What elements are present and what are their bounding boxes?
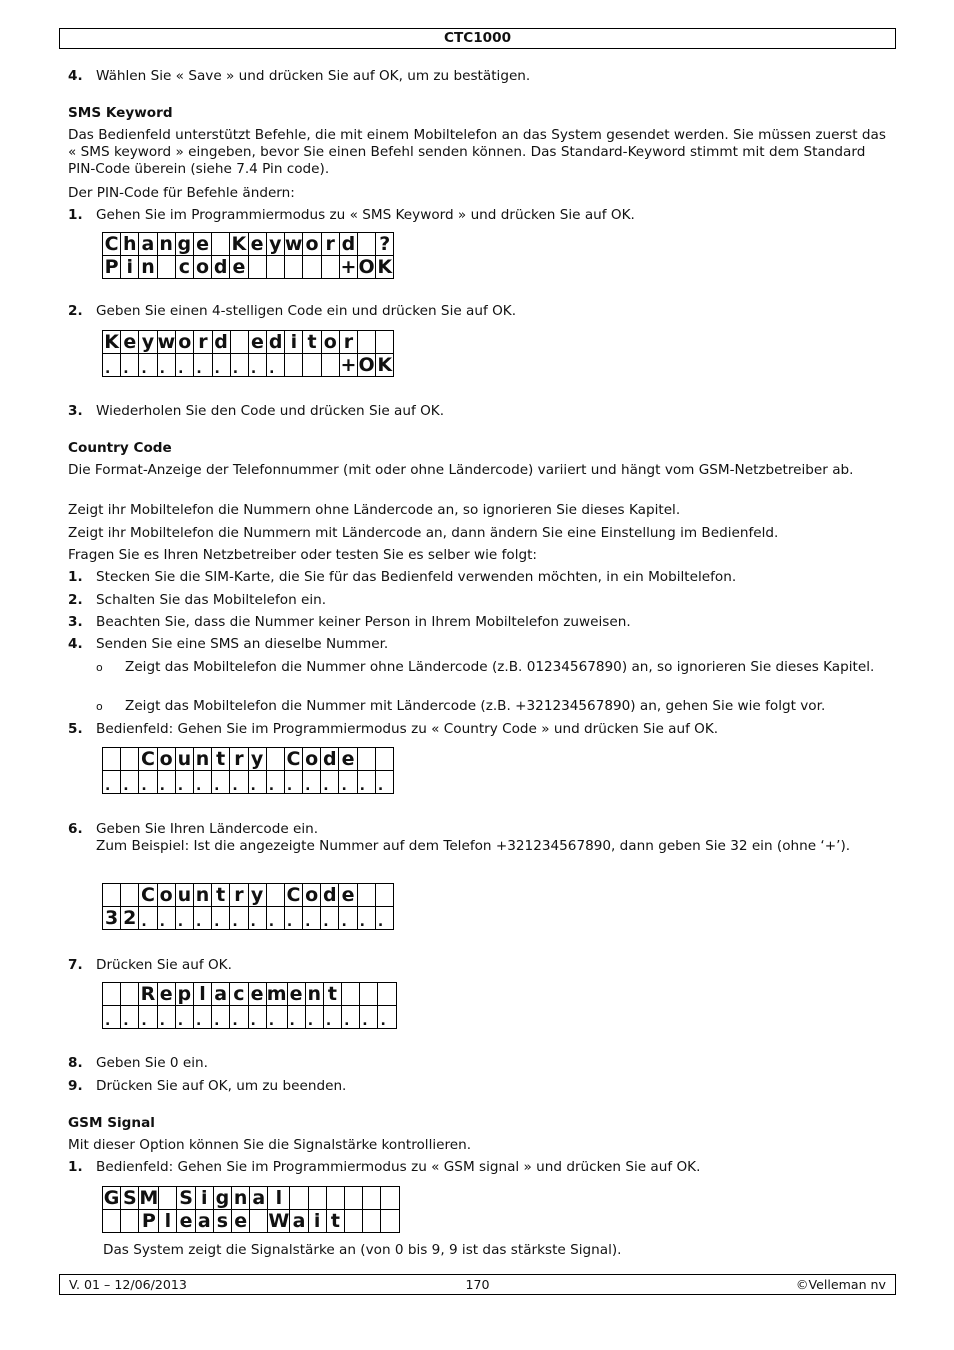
lcd-cell: y: [266, 233, 284, 256]
lcd-cell: .: [212, 907, 230, 930]
lcd-cell: .: [266, 907, 284, 930]
lcd-cell: o: [303, 233, 321, 256]
paragraph: Die Format-Anzeige der Telefonnummer (mit oder ohne Ländercode) variiert und hängt vom GSM-Netzbetreiber ab.: [68, 462, 854, 478]
lcd-cell: .: [157, 907, 175, 930]
lcd-cell: [375, 884, 393, 907]
lcd-cell: l: [193, 983, 211, 1006]
lcd-cell: [358, 331, 376, 354]
lcd-cell: [303, 256, 321, 279]
lcd-cell: .: [375, 907, 393, 930]
lcd-cell: n: [139, 256, 157, 279]
lcd-cell: C: [103, 233, 121, 256]
lcd-cell: [378, 983, 396, 1006]
lcd-cell: O: [358, 255, 375, 278]
lcd-cell: [360, 983, 378, 1006]
lcd-cell: [103, 1210, 121, 1233]
lcd-cell: [159, 1187, 177, 1210]
lcd-cell: r: [230, 748, 248, 771]
lcd-cell: [103, 983, 121, 1006]
lcd-cell: [381, 1187, 399, 1210]
lcd-row: [103, 1210, 400, 1233]
lcd-cell: i: [121, 256, 139, 279]
lcd-cell: [121, 1210, 139, 1233]
lcd-cell: [376, 331, 394, 354]
lcd-cell: d: [321, 884, 339, 907]
lcd-cell: r: [339, 331, 357, 354]
footer-version: V. 01 – 12/06/2013: [69, 1277, 187, 1292]
lcd-cell: i: [285, 331, 303, 354]
lcd-cell: .: [360, 1006, 378, 1029]
step-number: 3.: [68, 614, 83, 630]
lcd-cell: [248, 256, 266, 279]
lcd-cell: P: [139, 1210, 159, 1233]
lcd-cell: e: [248, 331, 266, 354]
lcd-cell: l: [268, 1187, 290, 1210]
lcd-cell: c: [230, 983, 248, 1006]
lcd-cell: [303, 354, 321, 377]
lcd-cell: .: [284, 907, 302, 930]
step-number: 4.: [68, 68, 83, 84]
lcd-cell: [103, 748, 121, 771]
lcd-cell: [357, 884, 375, 907]
paragraph: Fragen Sie es Ihren Netzbetreiber oder testen Sie es selber wie folgt:: [68, 547, 538, 563]
lcd-cell: C: [139, 748, 157, 771]
bullet-icon: o: [96, 661, 103, 674]
lcd-cell: [212, 233, 230, 256]
step-text: Senden Sie eine SMS an dieselbe Nummer.: [96, 636, 389, 652]
lcd-cell: e: [339, 884, 357, 907]
lcd-cell: .: [175, 771, 193, 794]
lcd-cell: K: [377, 353, 393, 376]
step-text: Geben Sie einen 4-stelligen Code ein und drücken Sie auf OK.: [96, 303, 517, 319]
lcd-cell: e: [287, 983, 305, 1006]
lcd-cell: .: [266, 1006, 287, 1029]
lcd-cell: .: [194, 354, 212, 377]
lcd-cell: K: [377, 255, 393, 278]
lcd-cell: e: [339, 748, 357, 771]
lcd-cell: .: [139, 354, 157, 377]
lcd-row: [103, 354, 394, 377]
step-text: Wiederholen Sie den Code und drücken Sie auf OK.: [96, 403, 445, 419]
lcd-cell: u: [175, 748, 193, 771]
lcd-cell: t: [212, 748, 230, 771]
lcd-cell: .: [248, 771, 266, 794]
lcd-cell: .: [303, 907, 321, 930]
lcd-cell: y: [248, 748, 266, 771]
lcd-cell: y: [248, 884, 266, 907]
lcd-cell: .: [139, 907, 157, 930]
lcd-cell: e: [177, 1210, 195, 1233]
lcd-cell: .: [266, 771, 284, 794]
lcd-cell: n: [157, 233, 175, 256]
lcd-cell: c: [175, 256, 193, 279]
lcd-cell: .: [176, 354, 194, 377]
lcd-cell: d: [212, 331, 230, 354]
lcd-cell: .: [121, 1006, 139, 1029]
lcd-cell: S: [121, 1187, 139, 1210]
sub-item-text: Zeigt das Mobiltelefon die Nummer mit Ländercode (z.B. +321234567890) an, gehen Sie wie folgt vor.: [125, 698, 826, 714]
lcd-cell: .: [212, 1006, 230, 1029]
section-heading-gsm-signal: GSM Signal: [68, 1115, 155, 1131]
lcd-row: [103, 907, 394, 930]
lcd-cell: i: [195, 1187, 213, 1210]
lcd-cell: .: [193, 771, 211, 794]
lcd-cell: .: [230, 771, 248, 794]
step-number: 2.: [68, 592, 83, 608]
lcd-cell: [342, 983, 360, 1006]
lcd-cell: o: [176, 331, 194, 354]
lcd-cell: n: [193, 884, 211, 907]
lcd-cell: e: [193, 233, 211, 256]
lcd-cell: .: [157, 354, 176, 377]
lcd-display-change-keyword: [102, 232, 394, 279]
lcd-cell: a: [250, 1187, 268, 1210]
lcd-cell: .: [248, 354, 266, 377]
lcd-cell: .: [139, 771, 157, 794]
step-text: Bedienfeld: Gehen Sie im Programmiermodus zu « GSM signal » und drücken Sie auf OK.: [96, 1159, 701, 1175]
lcd-cell: .: [305, 1006, 323, 1029]
lcd-cell: .: [357, 771, 375, 794]
lcd-display-country-code-32: [102, 883, 394, 930]
page-number: 170: [465, 1277, 490, 1292]
lcd-cell: .: [303, 771, 321, 794]
lcd-cell: r: [194, 331, 212, 354]
lcd-cell: .: [323, 1006, 341, 1029]
step-number: 1.: [68, 1159, 83, 1175]
lcd-cell: o: [321, 331, 339, 354]
lcd-cell: .: [193, 907, 211, 930]
lcd-cell: e: [248, 983, 266, 1006]
lcd-cell: [285, 354, 303, 377]
lcd-cell: .: [175, 907, 193, 930]
lcd-cell: e: [157, 983, 175, 1006]
paragraph: Mit dieser Option können Sie die Signalstärke kontrollieren.: [68, 1137, 472, 1153]
page-footer: [59, 1274, 896, 1295]
lcd-cell: G: [103, 1186, 120, 1209]
page-header: [59, 28, 896, 49]
lcd-cell: ?: [376, 233, 394, 256]
lcd-cell: [363, 1187, 381, 1210]
lcd-cell: [344, 1187, 362, 1210]
lcd-cell: [157, 256, 175, 279]
lcd-cell: [357, 748, 375, 771]
lcd-cell: C: [284, 884, 302, 907]
lcd-cell: [381, 1210, 399, 1233]
lcd-row: [103, 331, 394, 354]
lcd-row: [103, 748, 394, 771]
lcd-cell: C: [139, 884, 157, 907]
lcd-cell: [103, 884, 121, 907]
step-text: Schalten Sie das Mobiltelefon ein.: [96, 592, 327, 608]
lcd-cell: [290, 1187, 308, 1210]
lcd-row: [103, 771, 394, 794]
lcd-cell: W: [268, 1209, 290, 1232]
lcd-display-replacement: [102, 982, 397, 1029]
lcd-cell: n: [305, 983, 323, 1006]
lcd-cell: .: [230, 907, 248, 930]
lcd-cell: [250, 1210, 268, 1233]
lcd-display-country-code: [102, 747, 394, 794]
lcd-cell: .: [157, 771, 175, 794]
lcd-row: [103, 1187, 400, 1210]
lcd-cell: u: [175, 884, 193, 907]
lcd-cell: w: [157, 330, 176, 353]
step-number: 4.: [68, 636, 83, 652]
lcd-cell: a: [139, 233, 157, 256]
lcd-cell: .: [175, 1006, 193, 1029]
lcd-cell: d: [339, 233, 357, 256]
lcd-cell: .: [121, 354, 139, 377]
lcd-cell: [121, 983, 139, 1006]
lcd-cell: .: [339, 907, 357, 930]
step-text: Drücken Sie auf OK, um zu beenden.: [96, 1078, 347, 1094]
lcd-cell: a: [212, 983, 230, 1006]
lcd-cell: [344, 1210, 362, 1233]
lcd-cell: a: [290, 1210, 308, 1233]
step-text-line: Geben Sie Ihren Ländercode ein.: [96, 821, 319, 837]
lcd-cell: [358, 233, 376, 256]
lcd-cell: [321, 256, 339, 279]
paragraph: Das System zeigt die Signalstärke an (von 0 bis 9, 9 ist das stärkste Signal).: [103, 1242, 622, 1258]
lcd-cell: [266, 748, 284, 771]
lcd-cell: .: [357, 907, 375, 930]
lcd-cell: a: [195, 1210, 213, 1233]
lcd-cell: .: [287, 1006, 305, 1029]
lcd-cell: .: [212, 354, 230, 377]
step-text: Gehen Sie im Programmiermodus zu « SMS Keyword » und drücken Sie auf OK.: [96, 207, 635, 223]
lcd-cell: o: [303, 748, 321, 771]
step-number: 9.: [68, 1078, 83, 1094]
lcd-cell: .: [103, 771, 121, 794]
lcd-cell: d: [267, 331, 285, 354]
lcd-cell: .: [378, 1006, 396, 1029]
lcd-cell: [363, 1210, 381, 1233]
lcd-cell: [121, 748, 139, 771]
step-text: [96, 821, 890, 855]
lcd-cell: O: [358, 353, 375, 376]
step-example: Zum Beispiel: Ist die angezeigte Nummer auf dem Telefon +321234567890, dann geben Sie 32 ein (ohne ‘+’).: [96, 838, 851, 854]
lcd-cell: R: [140, 982, 156, 1005]
bullet-icon: o: [96, 700, 103, 713]
lcd-cell: [230, 331, 248, 354]
lcd-cell: C: [284, 748, 302, 771]
step-number: 7.: [68, 957, 83, 973]
step-number: 5.: [68, 721, 83, 737]
lcd-cell: o: [157, 748, 175, 771]
lcd-cell: P: [103, 256, 121, 279]
lcd-cell: .: [157, 1006, 175, 1029]
lcd-cell: [321, 354, 339, 377]
step-number: 1.: [68, 207, 83, 223]
paragraph: Zeigt ihr Mobiltelefon die Nummern mit Ländercode an, dann ändern Sie eine Einstellung im Bedienfeld.: [68, 525, 779, 541]
lcd-cell: .: [321, 771, 339, 794]
lcd-cell: 2: [121, 907, 139, 930]
step-number: 8.: [68, 1055, 83, 1071]
lcd-cell: .: [139, 1006, 157, 1029]
lcd-cell: [326, 1187, 344, 1210]
lcd-cell: .: [267, 354, 285, 377]
lcd-cell: [266, 256, 284, 279]
lcd-cell: g: [213, 1187, 231, 1210]
lcd-row: [103, 256, 394, 279]
lcd-cell: M: [139, 1186, 159, 1209]
sub-item-text: Zeigt das Mobiltelefon die Nummer ohne Ländercode (z.B. 01234567890) an, so ignorieren Sie dieses Kapitel.: [125, 659, 875, 675]
step-text: Stecken Sie die SIM-Karte, die Sie für das Bedienfeld verwenden möchten, in ein Mobiltelefon.: [96, 569, 737, 585]
lcd-cell: .: [103, 1006, 121, 1029]
lcd-cell: p: [175, 983, 193, 1006]
step-text: Geben Sie 0 ein.: [96, 1055, 208, 1071]
lcd-cell: e: [248, 233, 266, 256]
lcd-cell: t: [326, 1210, 344, 1233]
lcd-cell: .: [212, 771, 230, 794]
lcd-row: [103, 1006, 397, 1029]
lcd-cell: .: [248, 907, 266, 930]
lcd-cell: .: [230, 1006, 248, 1029]
lcd-cell: n: [232, 1187, 250, 1210]
lcd-cell: t: [323, 983, 341, 1006]
lcd-cell: [375, 748, 393, 771]
lcd-cell: .: [121, 771, 139, 794]
lcd-cell: o: [303, 884, 321, 907]
lcd-cell: +: [340, 255, 357, 278]
lcd-cell: y: [139, 331, 157, 354]
lcd-cell: +: [340, 353, 357, 376]
lcd-cell: m: [266, 982, 287, 1005]
lcd-cell: i: [308, 1210, 326, 1233]
lcd-cell: t: [212, 884, 230, 907]
lcd-cell: g: [175, 233, 193, 256]
lcd-cell: .: [339, 771, 357, 794]
lcd-cell: h: [121, 233, 139, 256]
lcd-display-gsm-signal: [102, 1186, 400, 1233]
lcd-row: [103, 233, 394, 256]
section-heading-country-code: Country Code: [68, 440, 172, 456]
section-heading-sms-keyword: SMS Keyword: [68, 105, 173, 121]
lcd-cell: .: [193, 1006, 211, 1029]
step-text: Beachten Sie, dass die Nummer keiner Person in Ihrem Mobiltelefon zuweisen.: [96, 614, 631, 630]
lcd-cell: w: [284, 232, 303, 255]
paragraph: Der PIN-Code für Befehle ändern:: [68, 185, 295, 201]
lcd-cell: [266, 884, 284, 907]
lcd-cell: .: [103, 354, 121, 377]
paragraph: Zeigt ihr Mobiltelefon die Nummern ohne Ländercode an, so ignorieren Sie dieses Kapitel.: [68, 502, 681, 518]
lcd-cell: 3: [103, 907, 121, 930]
lcd-cell: e: [121, 331, 139, 354]
lcd-cell: e: [230, 256, 248, 279]
footer-copyright: ©Velleman nv: [795, 1277, 886, 1292]
step-number: 2.: [68, 303, 83, 319]
lcd-cell: s: [213, 1210, 231, 1233]
step-text: Drücken Sie auf OK.: [96, 957, 232, 973]
lcd-cell: r: [230, 884, 248, 907]
document-title: CTC1000: [443, 30, 512, 46]
paragraph: Das Bedienfeld unterstützt Befehle, die mit einem Mobiltelefon an das System gesendet werden. Sie müssen zuerst das « SMS keyword » eingeben, bevor Sie einen Befehl senden können. Das Standard-Keyword stimmt mit dem Standard PIN-Code überein (siehe 7.4 Pin code).: [68, 127, 886, 177]
step-text: Wählen Sie « Save » und drücken Sie auf OK, um zu bestätigen.: [96, 68, 531, 84]
lcd-cell: .: [284, 771, 302, 794]
lcd-cell: K: [231, 232, 247, 255]
lcd-cell: .: [230, 354, 248, 377]
lcd-cell: .: [321, 907, 339, 930]
step-number: 1.: [68, 569, 83, 585]
step-number: 3.: [68, 403, 83, 419]
lcd-cell: [284, 256, 303, 279]
lcd-cell: t: [303, 331, 321, 354]
lcd-cell: K: [104, 330, 119, 353]
lcd-cell: n: [193, 748, 211, 771]
lcd-cell: .: [342, 1006, 360, 1029]
lcd-cell: .: [375, 771, 393, 794]
lcd-cell: d: [212, 256, 230, 279]
lcd-cell: d: [321, 748, 339, 771]
lcd-cell: o: [157, 884, 175, 907]
step-text: Bedienfeld: Gehen Sie im Programmiermodus zu « Country Code » und drücken Sie auf OK.: [96, 721, 719, 737]
lcd-row: [103, 983, 397, 1006]
lcd-cell: .: [248, 1006, 266, 1029]
lcd-cell: e: [232, 1210, 250, 1233]
lcd-cell: [308, 1187, 326, 1210]
lcd-cell: S: [177, 1187, 195, 1210]
lcd-row: [103, 884, 394, 907]
lcd-cell: l: [159, 1210, 177, 1233]
step-number: 6.: [68, 821, 83, 837]
lcd-display-keyword-editor: [102, 330, 394, 377]
lcd-cell: r: [321, 233, 339, 256]
lcd-cell: [121, 884, 139, 907]
lcd-cell: o: [193, 256, 211, 279]
